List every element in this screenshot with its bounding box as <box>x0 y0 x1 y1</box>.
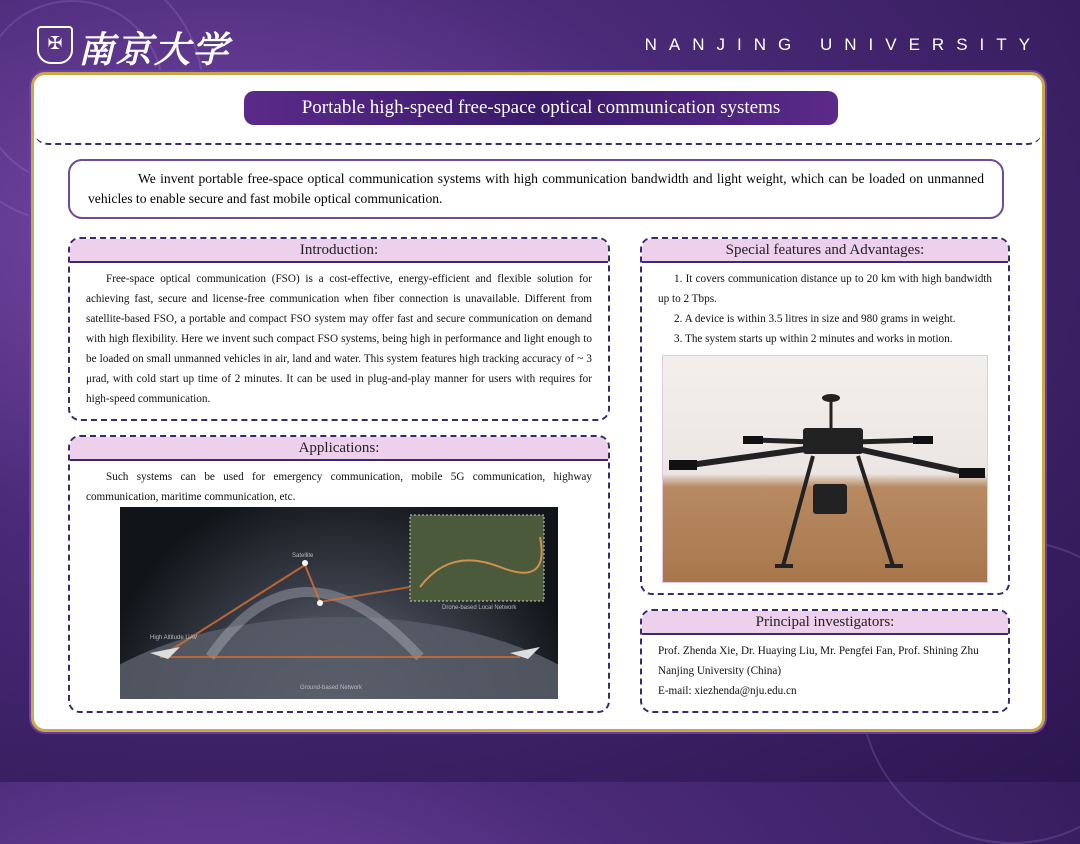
introduction-heading: Introduction: <box>70 239 608 263</box>
features-heading: Special features and Advantages: <box>642 239 1008 263</box>
poster-title: Portable high-speed free-space optical communication systems <box>244 91 838 125</box>
applications-section <box>68 435 610 713</box>
drone-graphic <box>663 356 987 582</box>
summary-text: We invent portable free-space optical communication systems with high communication bandwidth and light weight, which can be loaded on unmanned vehicles to enable secure and fast mobile optical communication. <box>88 171 984 206</box>
investigators-section <box>640 609 1010 713</box>
investigator-affiliation: Nanjing University (China) <box>658 665 782 677</box>
features-section <box>640 237 1010 595</box>
satellite-label: Satellite <box>292 553 314 559</box>
applications-text: Such systems can be used for emergency communication, mobile 5G communication, highway communication, maritime communication, etc. <box>86 471 592 503</box>
local-network-label: Drone-based Local Network <box>442 605 517 611</box>
network-illustration-graphic <box>120 507 558 699</box>
uav-label: High Altitude UAV <box>150 635 198 641</box>
poster-panel <box>31 72 1045 732</box>
network-illustration <box>120 507 558 699</box>
feature-item: 3. The system starts up within 2 minutes and works in motion. <box>674 333 953 345</box>
introduction-text: Free-space optical communication (FSO) is a cost-effective, energy-efficient and flexible solution for achieving fast, secure and license-free communication when fiber connection is unavailable. Different from satellite-based FSO, a portable and compact FSO system may offer fast and secure communication on demand with high flexibility. Here we invent such compact FSO systems, being high in performance and light enough to be loaded on small unmanned vehicles in air, land and water. This system features high tracking accuracy of ~ 3 μrad, with cold start up time of 2 minutes. It can be used in plug-and-play manner for users with requires for high-speed communication. <box>86 273 592 405</box>
feature-item: 2. A device is within 3.5 litres in size and 980 grams in weight. <box>674 313 956 325</box>
investigator-names: Prof. Zhenda Xie, Dr. Huaying Liu, Mr. Pengfei Fan, Prof. Shining Zhu <box>658 645 979 657</box>
university-logo-text: 南京大学 <box>78 29 231 71</box>
summary-box <box>68 159 1004 219</box>
investigator-email: E-mail: xiezhenda@nju.edu.cn <box>658 685 797 697</box>
university-name: NANJING UNIVERSITY <box>644 35 1042 54</box>
title-band <box>34 75 1042 145</box>
ground-network-label: Ground-based Network <box>300 685 363 691</box>
applications-heading: Applications: <box>70 437 608 461</box>
drone-photo <box>662 355 988 583</box>
investigators-heading: Principal investigators: <box>642 611 1008 635</box>
introduction-section <box>68 237 610 421</box>
header <box>0 0 1080 70</box>
feature-item: 1. It covers communication distance up to 20 km with high bandwidth up to 2 Tbps. <box>658 273 992 305</box>
university-seal-icon: ✠ <box>37 26 73 64</box>
